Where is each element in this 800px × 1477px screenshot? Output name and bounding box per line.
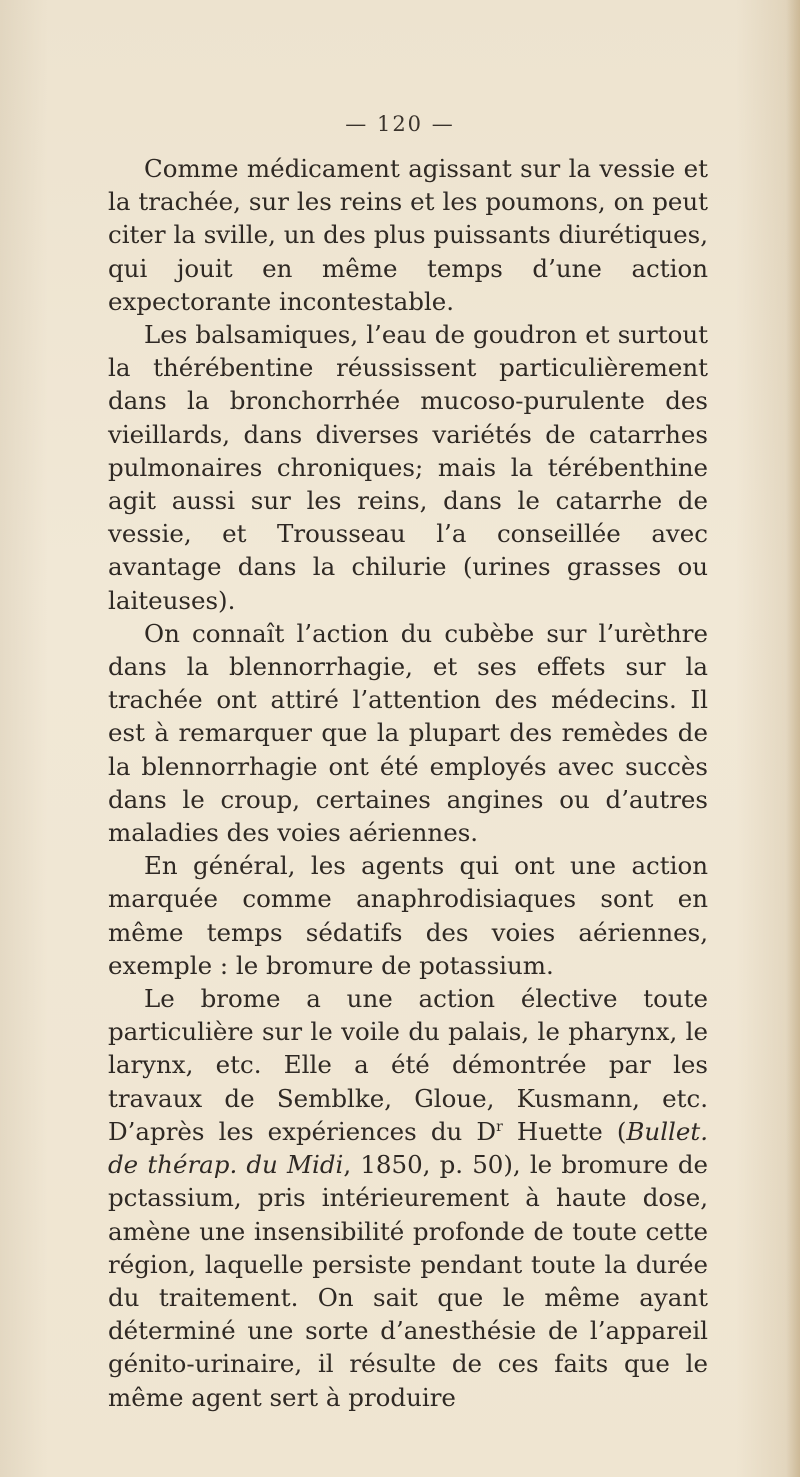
page-edge-shadow xyxy=(786,0,800,1477)
paragraph: Les balsamiques, l’eau de goudron et surtout la thérébentine réussissent particulièrement dans la bronchorrhée mucoso-purulente des vieillards, dans diverses variétés de catarrhes pulmonaires chroniques; mais la térébenthine agit aussi sur les reins, dans le catarrhe de vessie, et Trousseau l’a conseillée avec avantage dans la chilurie (urines grasses ou laiteuses). xyxy=(108,320,708,615)
paragraph-text: , 1850, p. 50), le bromure de pctassium, pris intérieurement à haute dose, amène une insensibilité profonde de toute cette région, laquelle persiste pendant toute la durée du traitement. On sait que le même ayant déterminé une sorte d’anesthésie de l’appareil génito-urinaire, il résulte de ces faits que le même agent sert à produire xyxy=(108,1150,708,1412)
paragraph-text: Le brome a une action élective toute particulière sur le voile du palais, le pharynx, le larynx, etc. Elle a été démontrée par les travaux de Semblke, Gloue, Kusmann, etc. D’après les expériences du D xyxy=(108,984,708,1146)
paragraph-brome xyxy=(108,982,708,1414)
citation-title: Bullet. de thérap. du Midi xyxy=(108,1116,709,1180)
paragraph-text: Huette ( xyxy=(502,1116,627,1146)
page-number: — 120 — xyxy=(345,112,455,136)
paragraph: Comme médicament agissant sur la vessie et la trachée, sur les reins et les poumons, on peut citer la sville, un des plus puissants diurétiques, qui jouit en même temps d’une action expectorante incontestable. xyxy=(108,154,708,316)
page-body xyxy=(108,152,708,1414)
superscript: r xyxy=(496,1118,503,1135)
paragraph: On connaît l’action du cubèbe sur l’urèthre dans la blennorrhagie, et ses effets sur la trachée ont attiré l’attention des médecins. Il est à remarquer que la plupart des remèdes de la blennorrhagie ont été employés avec succès dans le croup, certaines angines ou d’autres maladies des voies aériennes. xyxy=(108,618,708,848)
paragraph: En général, les agents qui ont une action marquée comme anaphrodisiaques sont en même temps sédatifs des voies aériennes, exemple : le bromure de potassium. xyxy=(108,851,708,980)
